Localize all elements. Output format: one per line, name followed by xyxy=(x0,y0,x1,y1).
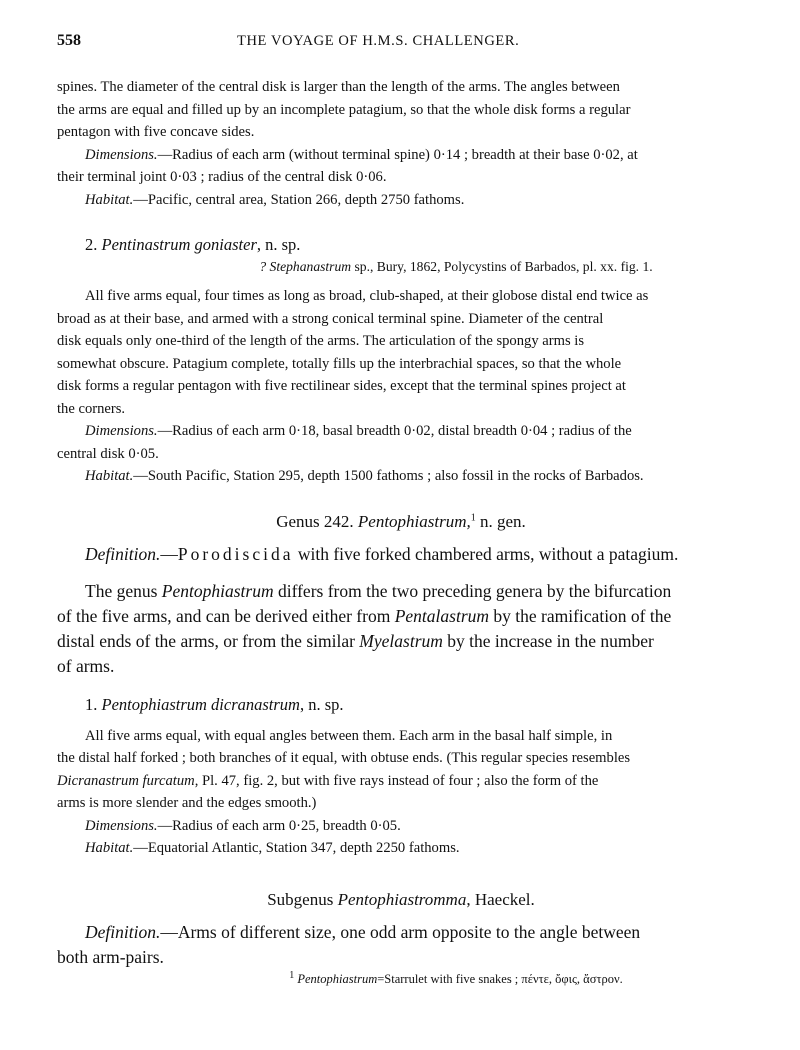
footnote-mark: 1 xyxy=(289,969,295,981)
habitat-label: Habitat. xyxy=(85,468,134,484)
definition-dash: — xyxy=(160,543,178,564)
dimensions-line xyxy=(57,420,745,443)
desc-text: , Pl. 47, fig. 2, but with five rays instead of four ; also the form of the xyxy=(194,772,599,789)
genus-paragraph xyxy=(57,579,745,679)
subgenus-name: Pentophiastromma xyxy=(337,889,467,909)
genus-prefix: Genus 242. xyxy=(276,511,354,531)
species-name: Pentinastrum goniaster xyxy=(101,235,257,254)
page-number: 558 xyxy=(57,32,81,49)
running-title: THE VOYAGE OF H.M.S. CHALLENGER. xyxy=(237,33,520,49)
genus-suffix: n. gen. xyxy=(480,511,526,531)
para-text: by the increase in the number xyxy=(442,630,654,651)
definition-line xyxy=(57,542,745,567)
para-line: the arms are equal and filled up by an incomplete patagium, so that the whole disk forms a regular xyxy=(57,101,631,118)
dimensions-text: —Radius of each arm (without terminal spine) 0·14 ; breadth at their base 0·02, at xyxy=(157,146,638,163)
species-description xyxy=(57,285,745,420)
species-pentinastrum-goniaster xyxy=(57,235,745,488)
species-number: 1. xyxy=(85,694,98,714)
genus-italic: Myelastrum xyxy=(359,630,443,651)
desc-line: the distal half forked ; both branches of it equal, with obtuse ends. (This regular species resembles xyxy=(57,750,631,766)
para-text: of the five arms, and can be derived either from xyxy=(57,605,395,626)
habitat-line xyxy=(57,189,745,212)
species-title xyxy=(85,235,745,255)
subgenus-heading xyxy=(57,890,745,910)
para-line: of arms. xyxy=(57,655,115,676)
dimensions-text: —Radius of each arm 0·18, basal breadth 0·02, distal breadth 0·04 ; radius of the xyxy=(157,423,632,439)
definition-family: Porodiscida xyxy=(177,543,294,564)
para-line: spines. The diameter of the central disk is larger than the length of the arms. The angles between xyxy=(57,79,620,95)
subgenus-pentophiastromma xyxy=(57,890,745,970)
species-description xyxy=(57,725,745,815)
dimensions-label: Dimensions. xyxy=(85,146,158,163)
species-suffix: , n. sp. xyxy=(256,235,301,254)
footnote-text: =Starrulet with five snakes ; πέντε, ὄφις, ἄστρον. xyxy=(377,971,623,986)
definition-line xyxy=(57,920,745,945)
para-line: pentagon with five concave sides. xyxy=(57,124,255,140)
desc-line: arms is more slender and the edges smooth.) xyxy=(57,795,317,811)
page xyxy=(57,32,745,987)
synonym-line xyxy=(57,259,745,275)
synonym-text: sp., Bury, 1862, Polycystins of Barbados, pl. xx. fig. 1. xyxy=(351,259,653,274)
habitat-label: Habitat. xyxy=(85,840,134,856)
definition-label: Definition. xyxy=(85,543,161,564)
continuation-block xyxy=(57,76,745,211)
habitat-text: —Equatorial Atlantic, Station 347, depth 2250 fathoms. xyxy=(133,840,460,856)
habitat-text: —South Pacific, Station 295, depth 1500 fathoms ; also fossil in the rocks of Barbados. xyxy=(133,468,644,484)
dimensions-line xyxy=(57,144,745,167)
para-text: by the ramification of the xyxy=(489,605,672,626)
habitat-line xyxy=(57,465,745,488)
subgenus-prefix: Subgenus xyxy=(267,889,338,909)
genus-heading xyxy=(57,512,745,532)
desc-line xyxy=(57,770,745,793)
dimensions-line xyxy=(57,815,745,838)
genus-name: Pentophiastrum, xyxy=(357,511,471,531)
definition-line-2: both arm-pairs. xyxy=(57,946,164,967)
footnote-term: Pentophiastrum xyxy=(297,971,378,986)
species-number: 2. xyxy=(85,235,98,254)
para-text: The genus xyxy=(85,580,162,601)
footnote-mark: 1 xyxy=(470,511,476,523)
genus-italic: Pentophiastrum xyxy=(161,580,274,601)
page-header xyxy=(57,32,745,58)
species-title xyxy=(85,695,745,715)
para-line xyxy=(57,579,745,604)
synonym-name: ? Stephanastrum xyxy=(259,259,352,274)
habitat-label: Habitat. xyxy=(85,191,134,208)
para-text: differs from the two preceding genera by the bifurcation xyxy=(273,580,672,601)
footnote xyxy=(57,970,745,987)
habitat-text: —Pacific, central area, Station 266, depth 2750 fathoms. xyxy=(133,191,465,208)
species-pentophiastrum-dicranastrum xyxy=(57,695,745,860)
desc-line: disk forms a regular pentagon with five rectilinear sides, except that the terminal spines project at xyxy=(57,378,626,394)
definition-text: with five forked chambered arms, without a patagium. xyxy=(293,543,679,564)
genus-italic: Pentalastrum xyxy=(394,605,490,626)
desc-line: All five arms equal, four times as long as broad, club-shaped, at their globose distal end twice as xyxy=(85,288,649,304)
desc-line: the corners. xyxy=(57,400,126,417)
genus-pentophiastrum xyxy=(57,512,745,679)
subgenus-suffix: , Haeckel. xyxy=(466,889,535,909)
desc-line: broad as at their base, and armed with a strong conical terminal spine. Diameter of the central xyxy=(57,310,604,327)
definition-label: Definition. xyxy=(85,921,161,942)
para-line xyxy=(57,604,745,629)
species-name: Pentophiastrum dicranastrum xyxy=(101,694,300,714)
desc-line: somewhat obscure. Patagium complete, totally fills up the interbrachial spaces, so that the whole xyxy=(57,355,622,372)
dimensions-line-2: their terminal joint 0·03 ; radius of the central disk 0·06. xyxy=(57,169,387,185)
species-reference: Dicranastrum furcatum xyxy=(57,772,195,789)
definition-text: —Arms of different size, one odd arm opposite to the angle between xyxy=(160,921,641,942)
dimensions-label: Dimensions. xyxy=(85,817,158,834)
desc-line: All five arms equal, with equal angles between them. Each arm in the basal half simple, in xyxy=(85,727,613,744)
dimensions-line-2: central disk 0·05. xyxy=(57,445,159,462)
desc-line: disk equals only one-third of the length of the arms. The articulation of the spongy arms is xyxy=(57,333,585,349)
dimensions-label: Dimensions. xyxy=(85,423,158,439)
species-suffix: , n. sp. xyxy=(299,694,344,714)
para-line xyxy=(57,629,745,654)
dimensions-text: —Radius of each arm 0·25, breadth 0·05. xyxy=(157,817,401,834)
habitat-line xyxy=(57,837,745,860)
para-text: distal ends of the arms, or from the similar xyxy=(57,630,360,651)
